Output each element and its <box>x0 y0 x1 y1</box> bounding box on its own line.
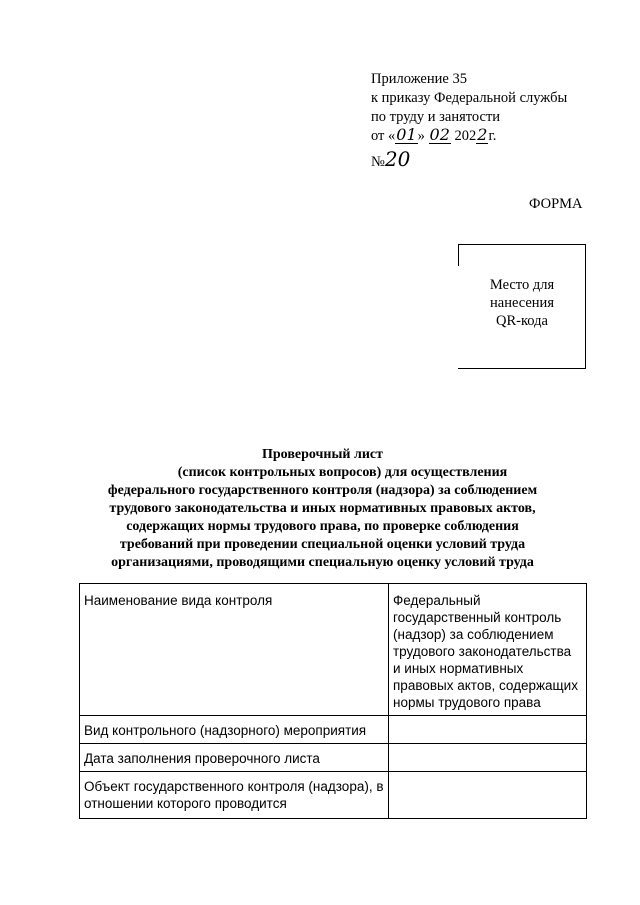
qr-box-top-edge <box>458 244 586 245</box>
checklist-info-table <box>79 583 587 819</box>
table-cell-value <box>389 716 587 744</box>
date-year-suffix: 2 <box>477 125 488 144</box>
date-month: 02 <box>429 125 450 144</box>
appendix-number-line <box>371 147 567 172</box>
date-prefix: от « <box>371 128 396 144</box>
number-prefix: № <box>371 154 385 170</box>
qr-text-line2: нанесения <box>490 295 554 311</box>
document-title <box>95 446 550 572</box>
date-mid: » <box>417 128 429 144</box>
appendix-date-line <box>371 127 567 146</box>
table-row <box>80 584 587 716</box>
qr-text-line1: Место для <box>489 277 555 293</box>
title-subtitle: (список контрольных вопросов) для осуществления федерального государственного контроля (надзора) за соблюдением трудового законодательства и иных нормативных правовых актов, содержащих нормы трудового права, по проверке соблюдения требований при проведении специальной оценки условий труда организациями, проводящими специальную оценку условий труда <box>107 465 538 570</box>
date-day: 01 <box>396 125 417 144</box>
appendix-header <box>371 70 567 172</box>
title-heading: Проверочный лист <box>262 447 383 462</box>
order-number: 20 <box>384 147 411 171</box>
table-cell-value <box>389 744 587 772</box>
table-cell-label: Вид контрольного (надзорного) мероприятия <box>80 716 389 744</box>
appendix-agency-line: по труду и занятости <box>371 109 501 125</box>
table-cell-value: Федеральный государственный контроль (надзор) за соблюдением трудового законодательства и иных нормативных правовых актов, содержащих нормы трудового права <box>389 584 587 716</box>
form-label: ФОРМА <box>529 196 583 212</box>
appendix-title: Приложение 35 <box>371 71 467 87</box>
table-row <box>80 716 587 744</box>
qr-box-bottom-edge <box>458 368 586 369</box>
qr-box-left-edge <box>458 244 459 266</box>
appendix-order-line: к приказу Федеральной службы <box>371 90 568 106</box>
table-cell-label: Наименование вида контроля <box>80 584 389 716</box>
table-cell-value <box>389 772 587 819</box>
qr-text-line3: QR-кода <box>496 313 548 329</box>
date-year-prefix: 202 <box>450 128 477 144</box>
date-end: г. <box>488 128 497 144</box>
table-cell-label: Объект государственного контроля (надзора), в отношении которого проводится <box>80 772 389 819</box>
table-cell-label: Дата заполнения проверочного листа <box>80 744 389 772</box>
table-row <box>80 744 587 772</box>
qr-placeholder-text <box>458 276 586 330</box>
qr-code-placeholder <box>458 244 586 369</box>
table-row <box>80 772 587 819</box>
